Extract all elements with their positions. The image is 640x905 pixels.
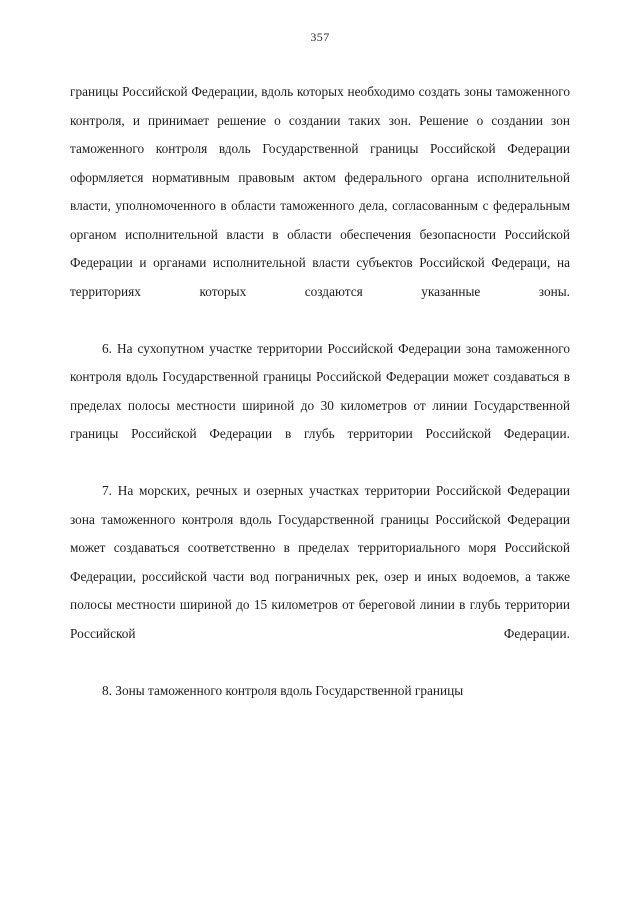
paragraph-continued: границы Российской Федерации, вдоль которых необходимо создать зоны таможенного контроля, и принимает решение о создании таких зон. Решение о создании зон таможенного контроля вдоль Государственной границы Российской Федерации оформляется нормативным правовым актом федерального органа исполнительной власти, уполномоченного в области таможенного дела, согласованным с федеральным органом исполнительной власти в области обеспечения безопасности Российской Федерации и органами исполнительной власти субъектов Российской Федераци, на территориях которых создаются указанные зоны. <box>70 84 570 299</box>
paragraph-item-6: 6. На сухопутном участке территории Российской Федерации зона таможенного контроля вдоль Государственной границы Российской Федерации может создаваться в пределах полосы местности шириной до 30 километров от линии Государственной границы Российской Федерации в глубь территории Российской Федерации. <box>70 340 570 441</box>
page-number: 357 <box>310 30 330 44</box>
paragraph-item-8: 8. Зоны таможенного контроля вдоль Государственной границы <box>102 682 464 698</box>
document-body <box>70 78 570 705</box>
paragraph-item-7: 7. На морских, речных и озерных участках территории Российской Федерации зона таможенного контроля вдоль Государственной границы Российской Федерации может создаваться соответственно в пределах территориального моря Российской Федерации, российской части вод пограничных рек, озер и иных водоемов, а также полосы местности шириной до 15 километров от береговой линии в глубь территории Российской Федерации. <box>70 483 570 641</box>
